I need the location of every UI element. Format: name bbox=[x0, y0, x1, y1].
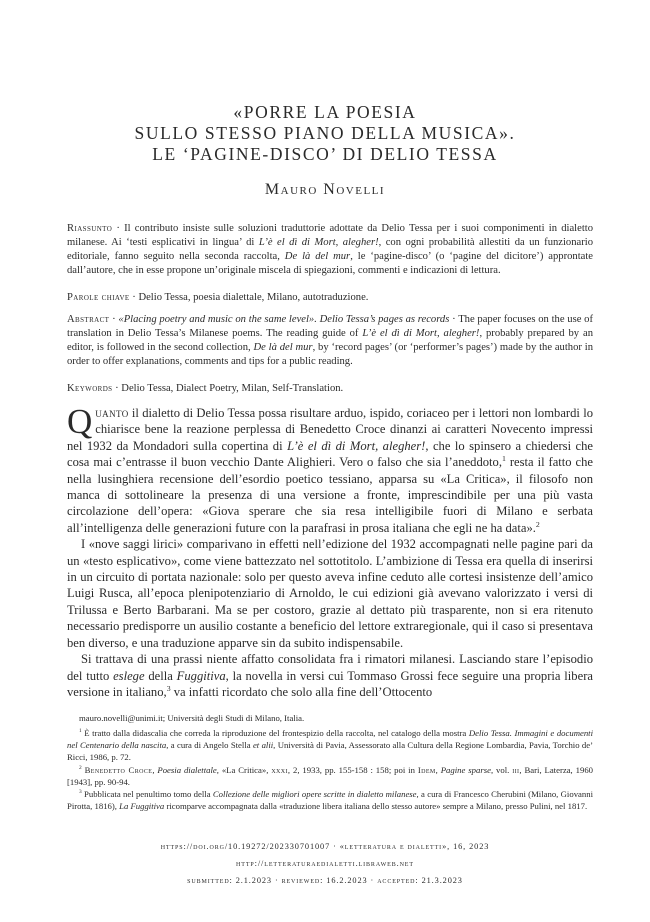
note-italic: et alii bbox=[252, 739, 274, 750]
abstract-text-1: · The paper focuses on the use of translation in Delio Tessa’s Milanese poems. The reading guide of bbox=[67, 314, 593, 340]
note-text: , bbox=[435, 764, 441, 775]
riassunto-text-3: , le ‘pagine-disco’ (o ‘pagine del dicitore’) approntate dall’autore, che in esse propone un’originale miscela di spiegazioni, commenti e indicazioni di lettura. bbox=[67, 251, 593, 277]
abstract-title-1: L’è el dì di Mort, alegher! bbox=[362, 328, 480, 340]
body-text: il dialetto di Delio Tessa possa risultare arduo, ispido, coriaceo per i lettori non lombardi lo chiarisce bene la reazione perplessa di Benedetto Croce dinanzi ai caratteri Novecento impressi nel 1932 da Mondadori sulla copertina di bbox=[67, 406, 593, 453]
abstract-title: «Placing poetry and music on the same level». Delio Tessa’s pages as records bbox=[118, 314, 450, 325]
lead-in: uanto bbox=[95, 406, 129, 420]
body-text: della bbox=[144, 668, 177, 683]
title-line-3: LE ‘PAGINE-DISCO’ DI DELIO TESSA bbox=[152, 144, 498, 164]
keywords-block bbox=[67, 382, 593, 396]
journal-url[interactable]: http://letteraturaedialetti.libraweb.net bbox=[236, 859, 414, 868]
abstract-sep: · bbox=[109, 314, 119, 325]
riassunto-text-1: Il contributo insiste sulle soluzioni traduttorie adottate da Delio Tessa per i suoi componimenti in dialetto milanese. Ai ‘testi esplicativi in lingua’ di bbox=[67, 223, 593, 249]
riassunto-block bbox=[67, 222, 593, 278]
body-paragraph-1 bbox=[67, 402, 594, 536]
title-line-1: «PORRE LA POESIA bbox=[233, 102, 417, 122]
parole-chiave-text: Delio Tessa, poesia dialettale, Milano, autotraduzione. bbox=[138, 292, 369, 303]
body-italic-title: L’è el dì di Mort, alegher! bbox=[287, 438, 426, 453]
drop-cap: Q bbox=[67, 402, 93, 441]
note-author: Benedetto Croce bbox=[84, 764, 153, 775]
footnote-number: 2 bbox=[79, 764, 82, 771]
parole-chiave-label: Parole chiave bbox=[67, 292, 130, 303]
footnote-number: 3 bbox=[79, 789, 82, 796]
note-text: , «La Critica», bbox=[216, 764, 272, 775]
footnote-number: 1 bbox=[79, 728, 82, 735]
note-volume: xxxi bbox=[271, 764, 288, 775]
note-idem: Idem bbox=[417, 764, 436, 775]
riassunto-title-2: De là del mur bbox=[284, 251, 351, 263]
abstract-text-3: , by ‘record pages’ (or ‘performer’s pages’) made by the author in order to offer explanations, comments and tips for a public reading. bbox=[67, 342, 593, 368]
note-text: , a cura di Francesco Cherubini (Milano, Giovanni Pirotta, 1816), bbox=[67, 789, 593, 812]
footnotes bbox=[67, 713, 593, 814]
body-text: resta il fatto che nella lusinghiera recensione dell’esordio poetico tessiano, apparsa su «La Critica», il filosofo non manca di sottolineare la presenza di una versione a fronte, imprescindibile per una più vasta circolazione dell’opera: «Giova sperare che sia resa intelligibile fuori di Milano e serbata all’intelligenza delle generazioni future con la parafrasi in prosa italiana che egli ne ha data». bbox=[67, 455, 594, 535]
note-italic: Collezione delle migliori opere scritte in dialetto milanese bbox=[212, 789, 417, 800]
author-name: Mauro Novelli bbox=[264, 181, 386, 198]
article-body bbox=[67, 402, 594, 700]
body-italic-title: Fuggitiva bbox=[176, 668, 226, 683]
note-italic: Delio Tessa. Immagini e documenti nel Centenario della nascita bbox=[67, 727, 594, 750]
body-text: , la novella in versi cui Tommaso Grossi fece seguire una propria libera versione in italiano, bbox=[67, 668, 593, 699]
title-line-2: SULLO STESSO PIANO DELLA MUSICA». bbox=[134, 123, 516, 143]
footnote-3 bbox=[67, 789, 593, 813]
body-paragraph-3 bbox=[67, 651, 593, 700]
keywords-text: Delio Tessa, Dialect Poetry, Milan, Self-Translation. bbox=[121, 383, 344, 394]
footnote-2 bbox=[67, 765, 593, 789]
riassunto-text-2: , con ogni probabilità allestiti da un funzionario editoriale, fanno seguito nella seconda raccolta, bbox=[67, 237, 593, 263]
note-text: , Bari, Laterza, 1960 [1943], pp. 90-94. bbox=[67, 764, 594, 787]
note-italic: Pagine sparse bbox=[440, 764, 491, 775]
abstract-label: Abstract bbox=[67, 314, 110, 325]
footnote-1 bbox=[67, 728, 593, 764]
note-text: Pubblicata nel penultimo tomo della bbox=[84, 789, 213, 800]
body-paragraph-2: I «nove saggi lirici» comparivano in effetti nell’edizione del 1932 accompagnati nelle pagine pari da un «testo esplicativo», come viene battezzato nel sottotitolo. L’ambizione di Tessa era quella di inserirsi in un circuito di portata nazionale: solo per questo aveva infine ceduto alle cortesi insistenze dell’amico Luigi Rusca, all’epoca plenipotenziario di Arnoldo, le cui edizioni già avevano valorizzato i versi di Trilussa e Berto Barbarani. Ma se per costoro, grazie al dettato più trasparente, non si era ritenuto necessario predisporre un ausilio costante a beneficio del lettore extraregionale, qui il caso si presentava ben diverso, e una traduzione apparve sin da subito indispensabile. bbox=[67, 537, 593, 650]
body-text: va infatti ricordato che solo alla fine dell’Ottocento bbox=[170, 684, 433, 699]
riassunto-title-1: L’è el dì di Mort, alegher! bbox=[258, 237, 379, 249]
note-italic: La Fuggitiva bbox=[119, 801, 165, 812]
footnote-ref-2[interactable]: 2 bbox=[535, 519, 540, 529]
article-title bbox=[0, 102, 650, 165]
body-text: Si trattava di una prassi niente affatto consolidata fra i rimatori milanesi. Lasciando stare l’episodio del tutto bbox=[67, 652, 593, 683]
body-italic: eslege bbox=[113, 668, 145, 683]
keywords-label: Keywords bbox=[67, 383, 113, 394]
submission-dates: submitted: 2.1.2023 · reviewed: 16.2.2023 · accepted: 21.3.2023 bbox=[187, 876, 463, 885]
footnote-ref-1[interactable]: 1 bbox=[502, 454, 506, 464]
note-text: , a cura di Angelo Stella bbox=[166, 739, 253, 750]
body-text: , che lo spinsero a chiedersi che cosa mai c’entrasse il buon vecchio Dante Alighieri. Vero o falso che sia l’aneddoto, bbox=[67, 438, 593, 470]
keywords-sep: · bbox=[112, 383, 122, 394]
footnote-ref-3[interactable]: 3 bbox=[166, 683, 171, 693]
note-text: È tratto dalla didascalia che corredа la riproduzione del frontespizio della raccolta, nel catalogo della mostra bbox=[84, 727, 469, 738]
note-text: ricomparve accompagnata dalla «traduzione libera italiana dello stesso autore» sempre a Milano, presso Pulini, nel 1817. bbox=[164, 801, 588, 812]
parole-chiave-block bbox=[67, 291, 593, 305]
parole-chiave-sep: · bbox=[129, 292, 139, 303]
abstract-text-2: , probably prepared by an editor, is followed in the second collection, bbox=[67, 328, 594, 354]
note-text: , vol. bbox=[490, 764, 513, 775]
riassunto-sep: · bbox=[112, 223, 125, 234]
note-text: , bbox=[152, 764, 158, 775]
abstract-title-2: De là del mur bbox=[253, 342, 313, 354]
abstract-block bbox=[67, 313, 593, 369]
riassunto-label: Riassunto bbox=[67, 223, 113, 234]
doi-line[interactable]: https://doi.org/10.19272/202330701007 · «letteratura e dialetti», 16, 2023 bbox=[160, 842, 490, 851]
note-volume: iii bbox=[512, 764, 520, 775]
note-italic: Poesia dialettale bbox=[157, 764, 217, 775]
note-text: , 2, 1933, pp. 155-158 : 158; poi in bbox=[287, 764, 418, 775]
author-affiliation: mauro.novelli@unimi.it; Università degli Studi di Milano, Italia. bbox=[79, 713, 305, 723]
note-text: , Università di Pavia, Assessorato alla Cultura della Regione Lombardia, Pavia, Torchio de’ Ricci, 1986, p. 72. bbox=[67, 739, 594, 762]
